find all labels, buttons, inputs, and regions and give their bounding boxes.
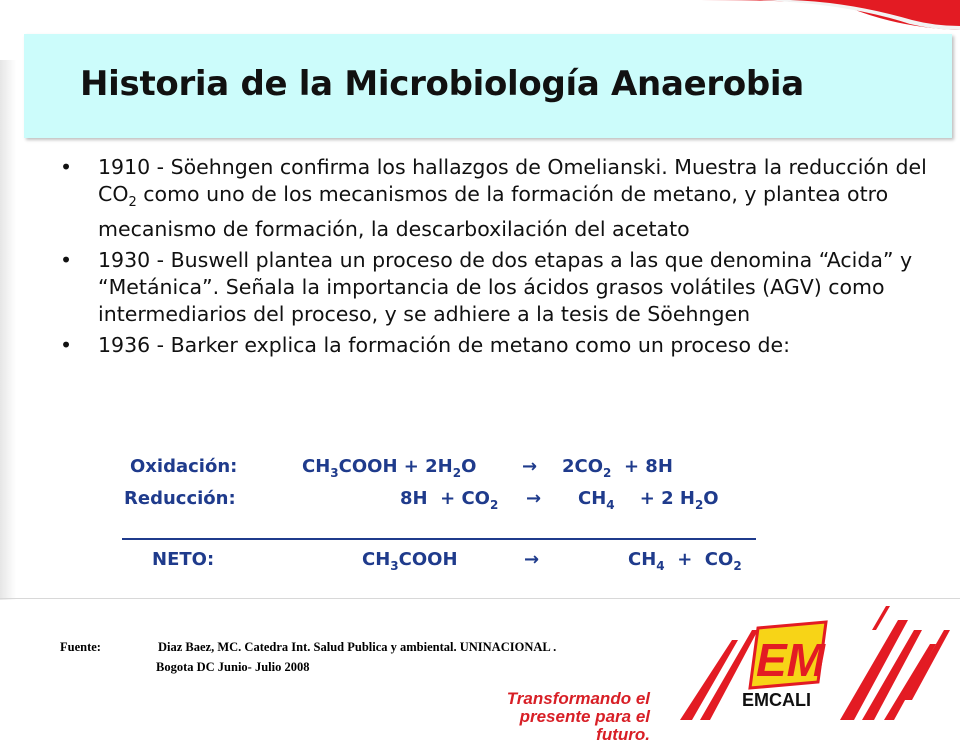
- reduction-products: $CH_4$ + 2 $H_2O$: [578, 488, 719, 512]
- source-citation-line2: Bogota DC Junio- Julio 2008: [156, 660, 310, 674]
- top-swoosh-decoration: [700, 0, 960, 30]
- net-label: NETO:: [152, 549, 215, 570]
- bullet-text: 1930 - Buswell plantea un proceso de dos etapas a las que denomina “Acida” y “Metánica”. Señala la importancia de los ácidos grasos volátiles (AGV) como intermediarios del proceso, y se adhiere a la tesis de Söehngen: [98, 248, 913, 326]
- bullet-list: [60, 154, 930, 363]
- reduction-label: Reducción:: [124, 488, 236, 509]
- bullet-item-1936: [60, 332, 930, 359]
- bullet-item-1930: [60, 247, 930, 328]
- reduction-arrow: →: [526, 488, 542, 509]
- net-products: $CH_4 + CO_2$: [628, 549, 742, 573]
- bullet-icon: •: [60, 333, 73, 357]
- title-banner: [24, 34, 952, 138]
- bullet-text: 1910 - Söehngen confirma los hallazgos de Omelianski. Muestra la reducción del CO: [98, 155, 927, 206]
- bullet-text-continued: como uno de los mecanismos de la formación de metano, y plantea otro mecanismo de formación, la descarboxilación del acetato: [98, 182, 889, 241]
- slogan-line1: Transformando el: [506, 689, 650, 708]
- oxidation-label: Oxidación:: [130, 456, 238, 477]
- slogan: [470, 690, 650, 744]
- source-citation-line1: Diaz Baez, MC. Catedra Int. Salud Publica y ambiental. UNINACIONAL .: [158, 640, 557, 654]
- emcali-logo-text: EMCALI: [742, 690, 811, 710]
- bullet-item-1910: [60, 154, 930, 243]
- bullet-icon: •: [60, 155, 73, 179]
- slide-title: Historia de la Microbiología Anaerobia: [80, 64, 804, 104]
- source-label: Fuente:: [60, 640, 101, 654]
- oxidation-reactants: $CH_3COOH + 2H_2O$: [302, 456, 477, 480]
- left-edge-shadow: [0, 60, 16, 600]
- net-arrow: →: [524, 549, 540, 570]
- em-logo-icon: [750, 622, 827, 688]
- reduction-reactants: $8H + CO_2$: [400, 488, 499, 512]
- subscript: 2: [128, 195, 137, 210]
- net-reactants: $CH_3COOH$: [362, 549, 458, 573]
- oxidation-products: $2CO_2 + 8H$: [562, 456, 673, 480]
- footer-divider: [0, 598, 960, 599]
- svg-text:EM: EM: [756, 634, 825, 686]
- oxidation-arrow: →: [522, 456, 538, 477]
- equation-sum-line: [122, 538, 756, 540]
- bullet-text: 1936 - Barker explica la formación de metano como un proceso de:: [98, 333, 791, 357]
- bullet-icon: •: [60, 248, 73, 272]
- slogan-line2: presente para el futuro.: [519, 707, 650, 744]
